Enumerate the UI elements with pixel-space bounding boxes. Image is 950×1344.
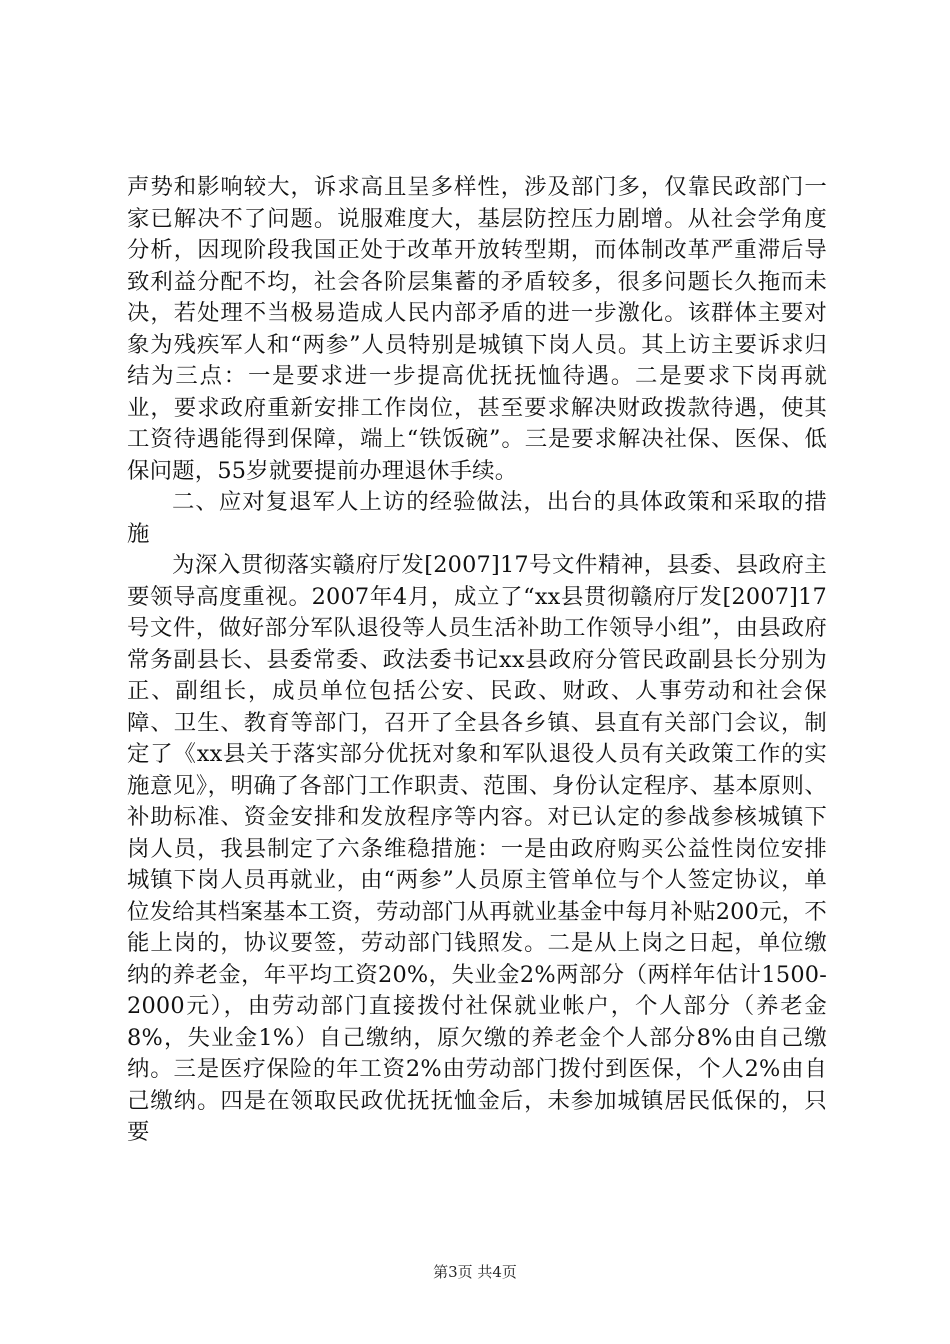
page-number-footer: 第3页 共4页 (433, 1263, 517, 1281)
section-heading: 二、应对复退军人上访的经验做法，出台的具体政策和采取的措施 (127, 489, 827, 547)
paragraph-continuation: 声势和影响较大，诉求高且呈多样性，涉及部门多，仅靠民政部门一家已解决不了问题。说服难度大，基层防控压力剧增。从社会学角度分析，因现阶段我国正处于改革开放转型期，而体制改革严重滞后导致利益分配不均，社会各阶层集蓄的矛盾较多，很多问题长久拖而未决，若处理不当极易造成人民内部矛盾的进一步激化。该群体主要对象为残疾军人和“两参”人员特别是城镇下岗人员。其上访主要诉求归结为三点：一是要求进一步提高优抚抚恤待遇。二是要求下岗再就业，要求政府重新安排工作岗位，甚至要求解决财政拨款待遇，使其工资待遇能得到保障，端上“铁饭碗”。三是要求解决社保、医保、低保问题，55岁就要提前办理退休手续。 (127, 174, 827, 484)
paragraph-measures: 为深入贯彻落实赣府厅发[2007]17号文件精神，县委、县政府主要领导高度重视。2007年4月，成立了“xx县贯彻赣府厅发[2007]17号文件，做好部分军队退役等人员生活补助工作领导小组”，由县政府常务副县长、县委常委、政法委书记xx县政府分管民政副县长分别为正、副组长，成员单位包括公安、民政、财政、人事劳动和社会保障、卫生、教育等部门，召开了全县各乡镇、县直有关部门会议，制定了《xx县关于落实部分优抚对象和军队退役人员有关政策工作的实施意见》，明确了各部门工作职责、范围、身份认定程序、基本原则、补助标准、资金安排和发放程序等内容。对已认定的参战参核城镇下岗人员，我县制定了六条维稳措施：一是由政府购买公益性岗位安排城镇下岗人员再就业，由“两参”人员原主管单位与个人签定协议，单位发给其档案基本工资，劳动部门从再就业基金中每月补贴200元，不能上岗的，协议要签，劳动部门钱照发。二是从上岗之日起，单位缴纳的养老金，年平均工资20%，失业金2%两部分（两样年估计1500-2000元），由劳动部门直接拨付社保就业帐户，个人部分（养老金8%，失业金1%）自己缴纳，原欠缴的养老金个人部分8%由自己缴纳。三是医疗保险的年工资2%由劳动部门拨付到医保，个人2%由自己缴纳。四是在领取民政优抚抚恤金后，未参加城镇居民低保的，只要 (127, 552, 827, 1145)
document-body (127, 172, 827, 1149)
